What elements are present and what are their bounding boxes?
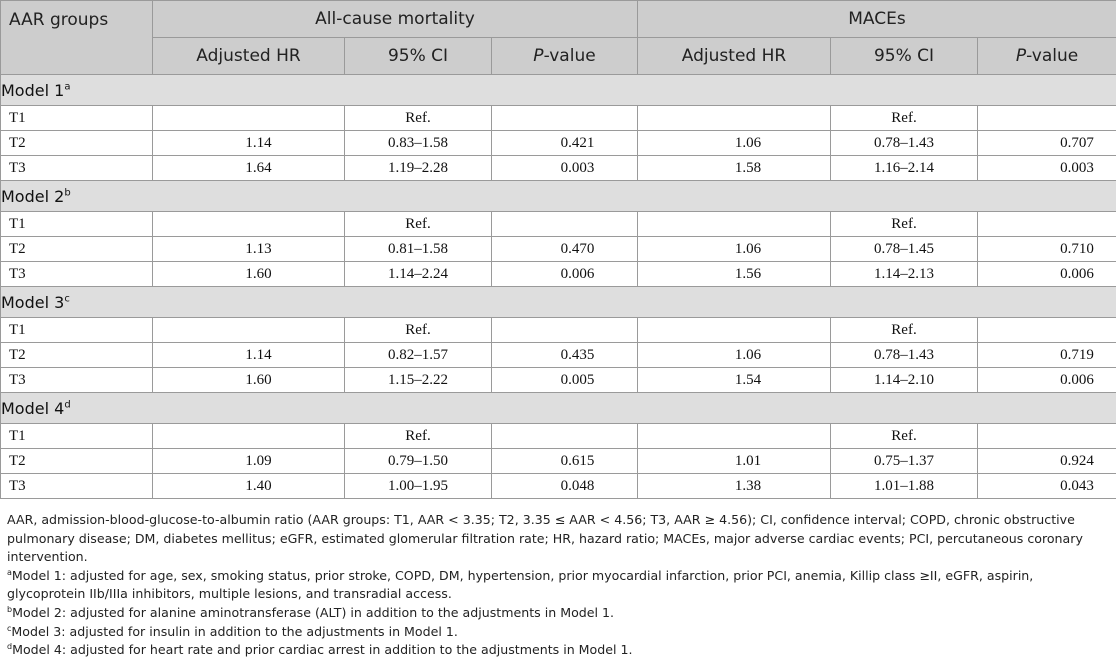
adjusted-hr-cell: 1.13 [153, 237, 345, 262]
table-row [1, 474, 1116, 499]
model-header-row [1, 287, 1116, 318]
header-row-sub [1, 38, 1116, 75]
ci-cell: Ref. [831, 212, 978, 237]
footnote-mark: a [7, 567, 12, 577]
footnote-text: Model 1: adjusted for age, sex, smoking status, prior stroke, COPD, DM, hypertension, prior myocardial infarction, prior PCI, anemia, Killip class ≥II, eGFR, aspirin, glycoprotein IIb/IIIa inhibitors, multiple lesions, and transradial access. [7, 567, 1034, 602]
adjusted-hr-cell: 1.14 [153, 131, 345, 156]
p-value-header [978, 38, 1116, 75]
footnote-mark: c [7, 623, 12, 633]
ci-cell: 0.83–1.58 [345, 131, 492, 156]
adjusted-hr-cell: 1.60 [153, 368, 345, 393]
group-cell: T2 [1, 449, 153, 474]
all-cause-mortality-header: All-cause mortality [153, 1, 638, 38]
p-value-cell [492, 106, 638, 131]
table-row [1, 156, 1116, 181]
group-cell: T2 [1, 131, 153, 156]
group-cell: T1 [1, 212, 153, 237]
model-name: Model 1 [1, 80, 65, 100]
header-row-top [1, 1, 1116, 38]
adjusted-hr-cell: 1.38 [638, 474, 831, 499]
table-row [1, 343, 1116, 368]
p-value-cell: 0.924 [978, 449, 1116, 474]
table-row [1, 424, 1116, 449]
ci-cell: Ref. [831, 106, 978, 131]
table-row [1, 262, 1116, 287]
footnote-text: Model 2: adjusted for alanine aminotransferase (ALT) in addition to the adjustments in Model 1. [12, 604, 615, 620]
ci-cell: 1.14–2.13 [831, 262, 978, 287]
p-value-cell [492, 318, 638, 343]
table-row [1, 237, 1116, 262]
table-row [1, 212, 1116, 237]
p-value-cell: 0.470 [492, 237, 638, 262]
p-value-cell: 0.006 [492, 262, 638, 287]
adjusted-hr-cell [153, 318, 345, 343]
adjusted-hr-cell [638, 106, 831, 131]
model-footnote-mark: d [64, 399, 71, 411]
abbreviations-note: AAR, admission-blood-glucose-to-albumin ratio (AAR groups: T1, AAR < 3.35; T2, 3.35 ≤ AAR < 4.56; T3, AAR ≥ 4.56); CI, confidence interval; COPD, chronic obstructive pulmonary disease; DM, diabetes mellitus; eGFR, estimated glomerular filtration rate; HR, hazard ratio; MACEs, major adverse cardiac events; PCI, percutaneous coronary intervention. [7, 512, 1083, 565]
ci-cell: Ref. [345, 212, 492, 237]
adjusted-hr-cell [153, 424, 345, 449]
model-label [1, 75, 1116, 106]
table-row [1, 318, 1116, 343]
ci-cell: Ref. [345, 318, 492, 343]
table-row [1, 106, 1116, 131]
model-label [1, 287, 1116, 318]
group-cell: T1 [1, 106, 153, 131]
p-italic: P [533, 46, 544, 66]
ci-cell: Ref. [831, 318, 978, 343]
group-cell: T1 [1, 318, 153, 343]
p-value-cell: 0.710 [978, 237, 1116, 262]
adjusted-hr-cell [153, 106, 345, 131]
ci-cell: 1.14–2.24 [345, 262, 492, 287]
group-cell: T3 [1, 368, 153, 393]
footnote-a [7, 567, 1111, 604]
model-name: Model 2 [1, 186, 65, 206]
model-footnote-mark: a [64, 81, 71, 93]
p-value-cell: 0.719 [978, 343, 1116, 368]
p-value-cell [978, 106, 1116, 131]
model-header-row [1, 393, 1116, 424]
adjusted-hr-cell: 1.64 [153, 156, 345, 181]
p-value-cell: 0.006 [978, 262, 1116, 287]
ci-header: 95% CI [831, 38, 978, 75]
model-footnote-mark: b [64, 187, 71, 199]
adjusted-hr-cell: 1.01 [638, 449, 831, 474]
group-cell: T2 [1, 237, 153, 262]
ci-cell: 0.78–1.43 [831, 343, 978, 368]
adjusted-hr-cell: 1.60 [153, 262, 345, 287]
model-label [1, 393, 1116, 424]
group-cell: T3 [1, 262, 153, 287]
table-footnotes [7, 511, 1111, 660]
ci-cell: Ref. [345, 424, 492, 449]
group-cell: T3 [1, 474, 153, 499]
table-row [1, 449, 1116, 474]
footnote-text: Model 4: adjusted for heart rate and prior cardiac arrest in addition to the adjustments in Model 1. [12, 642, 633, 658]
ci-cell: 0.78–1.45 [831, 237, 978, 262]
adjusted-hr-cell: 1.40 [153, 474, 345, 499]
p-value-cell [492, 212, 638, 237]
maces-header: MACEs [638, 1, 1116, 38]
aar-groups-header: AAR groups [1, 1, 153, 75]
adjusted-hr-cell [153, 212, 345, 237]
adjusted-hr-cell: 1.06 [638, 131, 831, 156]
p-value-cell: 0.435 [492, 343, 638, 368]
adjusted-hr-cell: 1.56 [638, 262, 831, 287]
p-value-cell: 0.043 [978, 474, 1116, 499]
p-value-cell [978, 424, 1116, 449]
ci-cell: 1.00–1.95 [345, 474, 492, 499]
ci-cell: 0.79–1.50 [345, 449, 492, 474]
footnote-c [7, 623, 1111, 642]
adjusted-hr-header: Adjusted HR [638, 38, 831, 75]
adjusted-hr-cell: 1.58 [638, 156, 831, 181]
footnote-text: Model 3: adjusted for insulin in addition to the adjustments in Model 1. [11, 623, 458, 639]
ci-cell: 1.01–1.88 [831, 474, 978, 499]
ci-cell: Ref. [345, 106, 492, 131]
group-cell: T3 [1, 156, 153, 181]
p-value-cell [492, 424, 638, 449]
table-row [1, 368, 1116, 393]
p-value-cell: 0.003 [492, 156, 638, 181]
p-value-cell: 0.006 [978, 368, 1116, 393]
adjusted-hr-cell: 1.09 [153, 449, 345, 474]
model-name: Model 4 [1, 398, 65, 418]
table-row [1, 131, 1116, 156]
ci-cell: 1.15–2.22 [345, 368, 492, 393]
p-value-header [492, 38, 638, 75]
adjusted-hr-cell [638, 318, 831, 343]
adjusted-hr-header: Adjusted HR [153, 38, 345, 75]
ci-cell: 1.16–2.14 [831, 156, 978, 181]
footnote-mark: b [7, 604, 13, 614]
adjusted-hr-cell [638, 424, 831, 449]
p-value-cell: 0.005 [492, 368, 638, 393]
footnote-b [7, 604, 1111, 623]
adjusted-hr-cell: 1.06 [638, 237, 831, 262]
p-value-cell: 0.003 [978, 156, 1116, 181]
ci-cell: 0.81–1.58 [345, 237, 492, 262]
adjusted-hr-cell: 1.54 [638, 368, 831, 393]
model-header-row [1, 75, 1116, 106]
adjusted-hr-cell: 1.14 [153, 343, 345, 368]
p-value-cell: 0.421 [492, 131, 638, 156]
model-header-row [1, 181, 1116, 212]
ci-cell: 0.75–1.37 [831, 449, 978, 474]
footnote-mark: d [7, 641, 13, 651]
p-value-cell: 0.707 [978, 131, 1116, 156]
model-name: Model 3 [1, 292, 65, 312]
adjusted-hr-cell [638, 212, 831, 237]
model-footnote-mark: c [64, 293, 70, 305]
p-value-cell [978, 318, 1116, 343]
adjusted-hr-cell: 1.06 [638, 343, 831, 368]
p-value-cell [978, 212, 1116, 237]
group-cell: T1 [1, 424, 153, 449]
ci-cell: 1.19–2.28 [345, 156, 492, 181]
ci-cell: 0.78–1.43 [831, 131, 978, 156]
p-value-suffix: -value [1026, 46, 1079, 66]
footnote-d [7, 641, 1111, 660]
group-cell: T2 [1, 343, 153, 368]
p-value-cell: 0.615 [492, 449, 638, 474]
p-value-suffix: -value [543, 46, 596, 66]
p-italic: P [1015, 46, 1027, 66]
model-sections [1, 75, 1116, 499]
ci-cell: 1.14–2.10 [831, 368, 978, 393]
ci-cell: Ref. [831, 424, 978, 449]
ci-cell: 0.82–1.57 [345, 343, 492, 368]
p-value-cell: 0.048 [492, 474, 638, 499]
model-label [1, 181, 1116, 212]
ci-header: 95% CI [345, 38, 492, 75]
